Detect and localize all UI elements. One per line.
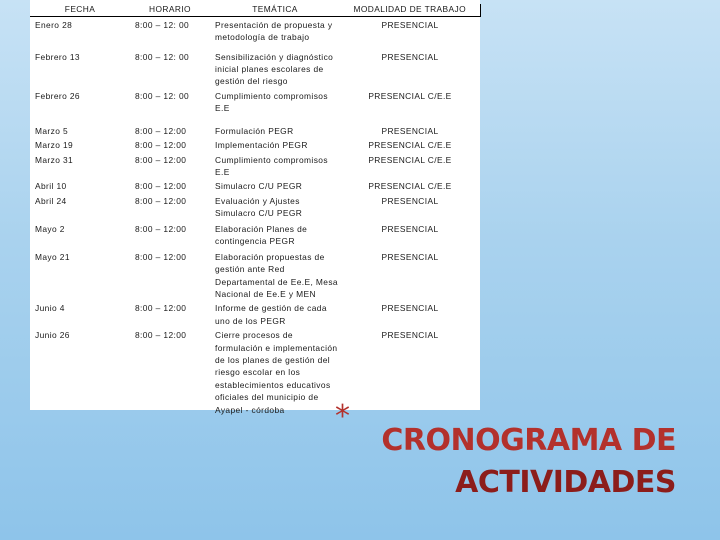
cell-horario: 8:00 – 12:00	[135, 330, 187, 341]
cell-horario: 8:00 – 12:00	[135, 223, 187, 234]
table-header-row	[30, 4, 480, 17]
cell-horario: 8:00 – 12:00	[135, 251, 187, 262]
header-tematica: TEMÁTICA	[210, 4, 340, 17]
cell-horario: 8:00 – 12:00	[135, 140, 187, 151]
schedule-table	[30, 4, 481, 416]
table-row	[30, 49, 480, 88]
table-row	[30, 249, 480, 301]
cell-modalidad: PRESENCIAL	[381, 51, 439, 62]
cell-fecha: Febrero 26	[35, 90, 80, 101]
cell-fecha: Mayo 21	[35, 251, 70, 262]
cell-modalidad: PRESENCIAL	[381, 223, 439, 234]
header-horario: HORARIO	[130, 4, 210, 17]
cell-horario: 8:00 – 12: 00	[135, 20, 190, 30]
cell-tematica: Formulación PEGR	[215, 125, 294, 136]
cell-modalidad: PRESENCIAL	[381, 330, 439, 341]
table-row	[30, 123, 480, 137]
cell-fecha: Junio 4	[35, 303, 65, 314]
cell-horario: 8:00 – 12: 00	[135, 90, 190, 101]
table-row	[30, 178, 480, 192]
table-row	[30, 88, 480, 123]
title-line-2: ACTIVIDADES	[455, 465, 676, 500]
cell-modalidad: PRESENCIAL	[381, 125, 439, 136]
cell-fecha: Marzo 31	[35, 154, 74, 165]
cell-fecha: Enero 28	[35, 20, 73, 30]
cell-tematica: Evaluación y Ajustes Simulacro C/U PEGR	[215, 195, 303, 219]
cell-modalidad: PRESENCIAL	[381, 303, 439, 314]
cell-modalidad: PRESENCIAL C/E.E	[368, 90, 452, 101]
slide-title	[336, 420, 676, 504]
asterisk-bullet: *	[335, 399, 350, 434]
cell-horario: 8:00 – 12:00	[135, 154, 187, 165]
cell-fecha: Marzo 5	[35, 125, 69, 136]
cell-fecha: Marzo 19	[35, 140, 74, 151]
cell-tematica: Cumplimiento compromisos E.E	[215, 154, 328, 177]
cell-tematica: Implementación PEGR	[215, 140, 308, 151]
cell-modalidad: PRESENCIAL C/E.E	[368, 154, 452, 165]
cell-horario: 8:00 – 12:00	[135, 303, 187, 314]
cell-tematica: Simulacro C/U PEGR	[215, 181, 303, 192]
table-row	[30, 300, 480, 327]
cell-tematica: Presentación de propuesta y metodología de trabajo	[215, 20, 333, 43]
cell-fecha: Mayo 2	[35, 223, 65, 234]
cell-horario: 8:00 – 12: 00	[135, 51, 190, 62]
cell-modalidad: PRESENCIAL C/E.E	[368, 140, 452, 151]
cell-modalidad: PRESENCIAL	[381, 195, 439, 206]
cell-tematica: Elaboración Planes de contingencia PEGR	[215, 223, 308, 247]
cell-tematica: Informe de gestión de cada uno de los PEGR	[215, 303, 327, 326]
cell-horario: 8:00 – 12:00	[135, 181, 187, 192]
cell-fecha: Junio 26	[35, 330, 70, 341]
table-row	[30, 327, 480, 416]
table-row	[30, 193, 480, 221]
cell-tematica: Cierre procesos de formulación e implementación de los planes de gestión del riesgo escolar en los establecimientos educativos oficiales del municipio de Ayapel - córdoba	[215, 330, 338, 415]
cell-horario: 8:00 – 12:00	[135, 125, 187, 136]
title-line-1: CRONOGRAMA DE	[381, 423, 676, 458]
header-fecha: FECHA	[30, 4, 130, 17]
cell-fecha: Febrero 13	[35, 51, 80, 62]
table-row	[30, 152, 480, 179]
cell-modalidad: PRESENCIAL	[381, 20, 439, 30]
cell-tematica: Elaboración propuestas de gestión ante Red Departamental de Ee.E, Mesa Nacional de Ee.E y MEN	[215, 251, 338, 299]
table-row	[30, 221, 480, 249]
cell-fecha: Abril 10	[35, 181, 67, 192]
cell-tematica: Cumplimiento compromisos E.E	[215, 90, 328, 114]
header-modalidad: MODALIDAD DE TRABAJO	[340, 4, 480, 17]
cell-tematica: Sensibilización y diagnóstico inicial planes escolares de gestión del riesgo	[215, 51, 334, 87]
cell-horario: 8:00 – 12:00	[135, 195, 187, 206]
table-row	[30, 17, 480, 49]
cell-fecha: Abril 24	[35, 195, 67, 206]
table-row	[30, 137, 480, 151]
cell-modalidad: PRESENCIAL	[381, 251, 439, 262]
cell-modalidad: PRESENCIAL C/E.E	[368, 181, 452, 192]
